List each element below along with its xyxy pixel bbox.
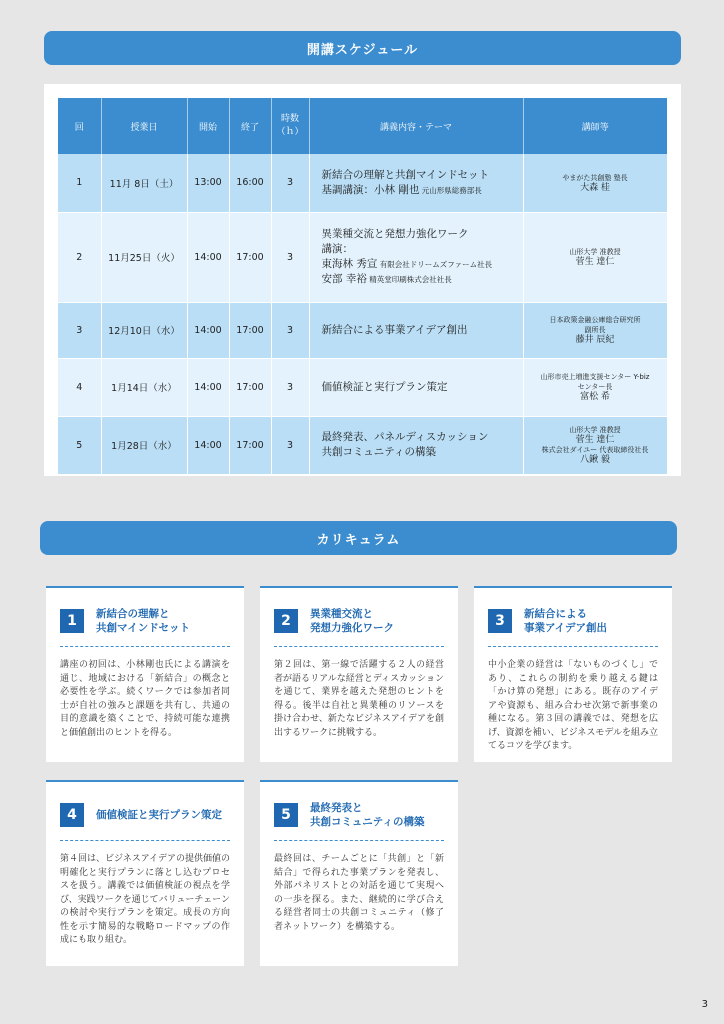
card-number: 4 — [60, 803, 84, 827]
curriculum-title-text: カリキュラム — [316, 532, 401, 548]
topic-line — [322, 242, 519, 257]
cell-topic — [309, 212, 523, 302]
cell-date: 1月28日（水） — [101, 416, 187, 474]
instructor-affiliation: センター長 — [577, 383, 613, 391]
cell-start: 14:00 — [187, 416, 229, 474]
topic-line — [322, 227, 519, 242]
schedule-table — [58, 98, 668, 475]
topic-line — [322, 430, 519, 445]
header-end: 終了 — [229, 98, 271, 154]
card-body: 最終回は、チームごとに「共創」と「新結合」で得られた事業プランを発表し、外部パネリストとの対話を通じて実現への一歩を探る。また、継続的に学び合える経営者同士の共創コミュニティ（修了者ネットワーク）を構築する。 — [274, 854, 444, 932]
cell-start: 14:00 — [187, 358, 229, 416]
cell-instructor — [523, 302, 667, 358]
cell-date: 11月 8日（土） — [101, 154, 187, 212]
instructor-affiliation: 山形市売上増進支援センター Y-biz — [540, 373, 650, 381]
card-body: 第４回は、ビジネスアイデアの提供価値の明確化と実行プランに落とし込むプロセスを扱う。講義では価値検証の視点を学び、実践ワークを通じてバリューチェーンの検討や実行プランを策定。成長の方向性を示す簡易的な戦略ロードマップの作成にも取り組む。 — [60, 854, 230, 945]
topic-text: 共創コミュニティの構築 — [321, 446, 436, 458]
topic-line — [322, 380, 519, 395]
curriculum-card-1 — [46, 586, 244, 762]
curriculum-card-5 — [260, 780, 458, 966]
topic-text: 新結合による事業アイデア創出 — [321, 323, 468, 336]
cell-date: 11月25日（火） — [101, 212, 187, 302]
header-instructor: 講師等 — [523, 98, 667, 154]
schedule-header-row — [58, 98, 667, 154]
cell-date: 12月10日（水） — [101, 302, 187, 358]
schedule-row — [58, 358, 667, 416]
schedule-row — [58, 212, 667, 302]
header-no: 回 — [58, 98, 101, 154]
card-title: 新結合の理解と 共創マインドセット — [96, 608, 190, 634]
schedule-row — [58, 302, 667, 358]
cell-start: 13:00 — [187, 154, 229, 212]
instructor-affiliation: 副所長 — [584, 326, 606, 334]
instructor-affiliation: 日本政策金融公庫総合研究所 — [549, 316, 641, 324]
schedule-title-text: 開講スケジュール — [306, 42, 419, 58]
header-start: 開始 — [187, 98, 229, 154]
curriculum-card-2 — [260, 586, 458, 762]
instructor-affiliation: 山形大学 准教授 — [569, 426, 621, 434]
cell-end: 17:00 — [229, 358, 271, 416]
cell-no: 3 — [58, 302, 101, 358]
card-number: 1 — [60, 609, 84, 633]
schedule-table-container — [44, 84, 681, 476]
cell-instructor — [523, 358, 667, 416]
instructor-name: 菅生 達仁 — [575, 435, 615, 445]
cell-instructor — [523, 212, 667, 302]
cell-start: 14:00 — [187, 212, 229, 302]
cell-instructor — [523, 416, 667, 474]
curriculum-section-title — [40, 521, 677, 555]
topic-text: 新結合の理解と共創マインドセット — [321, 168, 489, 181]
topic-text: 価値検証と実行プラン策定 — [321, 380, 448, 393]
cell-no: 5 — [58, 416, 101, 474]
cell-topic — [309, 416, 523, 474]
card-title: 新結合による 事業アイデア創出 — [524, 608, 608, 634]
header-hours: 時数 （ｈ） — [271, 98, 309, 154]
instructor-affiliation: 株式会社ダイユー 代表取締役社長 — [541, 446, 649, 454]
topic-affiliation: 元山形県総務部長 — [419, 185, 482, 195]
page-number: 3 — [701, 999, 708, 1010]
cell-date: 1月14日（水） — [101, 358, 187, 416]
card-body: 中小企業の経営は「ないものづくし」であり、これらの制約を乗り越える鍵は「かけ算の発想」にある。既存のアイデアや資源も、組み合わせ次第で新事業の種になる。第３回の講義では、発想を広げ、資源を補い、ビジネスモデルを組み立てるコツを学びます。 — [488, 660, 658, 751]
topic-text: 基調講演：小林 剛也 — [321, 183, 420, 196]
schedule-row — [58, 154, 667, 212]
topic-line — [322, 257, 519, 272]
cell-instructor — [523, 154, 667, 212]
cell-hours: 3 — [271, 358, 309, 416]
card-body: 第２回は、第一線で活躍する２人の経営者が語るリアルな経営とディスカッションを通じて、業界を越えた発想のヒントを得る。後半は自社と異業種のリソースを掛け合わせ、新たなビジネスアイデアを創出するワークに挑戦する。 — [274, 660, 444, 738]
topic-text: 安部 幸裕 — [321, 273, 367, 285]
cell-no: 4 — [58, 358, 101, 416]
cell-no: 1 — [58, 154, 101, 212]
instructor-name: 菅生 達仁 — [575, 257, 615, 267]
card-title: 最終発表と 共創コミュニティの構築 — [310, 802, 425, 828]
card-title: 異業種交流と 発想力強化ワーク — [310, 608, 394, 634]
topic-line — [322, 272, 519, 287]
topic-text: 東海林 秀宣 — [321, 258, 378, 270]
cell-hours: 3 — [271, 212, 309, 302]
topic-line — [322, 168, 519, 183]
card-number: 2 — [274, 609, 298, 633]
cell-hours: 3 — [271, 416, 309, 474]
instructor-name: 富松 希 — [580, 392, 610, 402]
cell-end: 17:00 — [229, 416, 271, 474]
schedule-section-title — [44, 31, 681, 65]
cell-end: 17:00 — [229, 212, 271, 302]
curriculum-card-4 — [46, 780, 244, 966]
card-number: 5 — [274, 803, 298, 827]
cell-end: 16:00 — [229, 154, 271, 212]
topic-text: 異業種交流と発想力強化ワーク — [321, 228, 469, 240]
topic-line — [322, 183, 519, 198]
topic-text: 講演： — [321, 243, 353, 255]
topic-affiliation: 精英堂印刷株式会社社長 — [366, 275, 452, 284]
instructor-affiliation: やまがた共創塾 塾長 — [562, 173, 628, 182]
cell-topic — [309, 358, 523, 416]
cell-hours: 3 — [271, 154, 309, 212]
instructor-affiliation: 山形大学 准教授 — [569, 248, 621, 256]
cell-end: 17:00 — [229, 302, 271, 358]
card-body: 講座の初回は、小林剛也氏による講演を通じ、地域における「新結合」の概念と必要性を学ぶ。続くワークでは参加者同士が自社の強みと課題を共有し、共通の目的意識を築くことで、持続可能な連携と価値創出のヒントを得る。 — [60, 660, 230, 738]
schedule-row — [58, 416, 667, 474]
instructor-name: 八鍬 毅 — [580, 455, 610, 465]
cell-no: 2 — [58, 212, 101, 302]
card-title: 価値検証と実行プラン策定 — [96, 809, 222, 821]
instructor-name: 大森 桂 — [580, 182, 610, 193]
topic-line — [322, 323, 519, 338]
cell-topic — [309, 302, 523, 358]
cell-hours: 3 — [271, 302, 309, 358]
instructor-name: 藤井 辰紀 — [575, 335, 615, 345]
header-topic: 講義内容・テーマ — [309, 98, 523, 154]
topic-line — [322, 445, 519, 460]
card-number: 3 — [488, 609, 512, 633]
header-date: 授業日 — [101, 98, 187, 154]
curriculum-card-3 — [474, 586, 672, 762]
topic-affiliation: 有限会社ドリームズファーム社長 — [377, 260, 493, 269]
cell-topic — [309, 154, 523, 212]
topic-text: 最終発表、パネルディスカッション — [321, 431, 489, 443]
cell-start: 14:00 — [187, 302, 229, 358]
